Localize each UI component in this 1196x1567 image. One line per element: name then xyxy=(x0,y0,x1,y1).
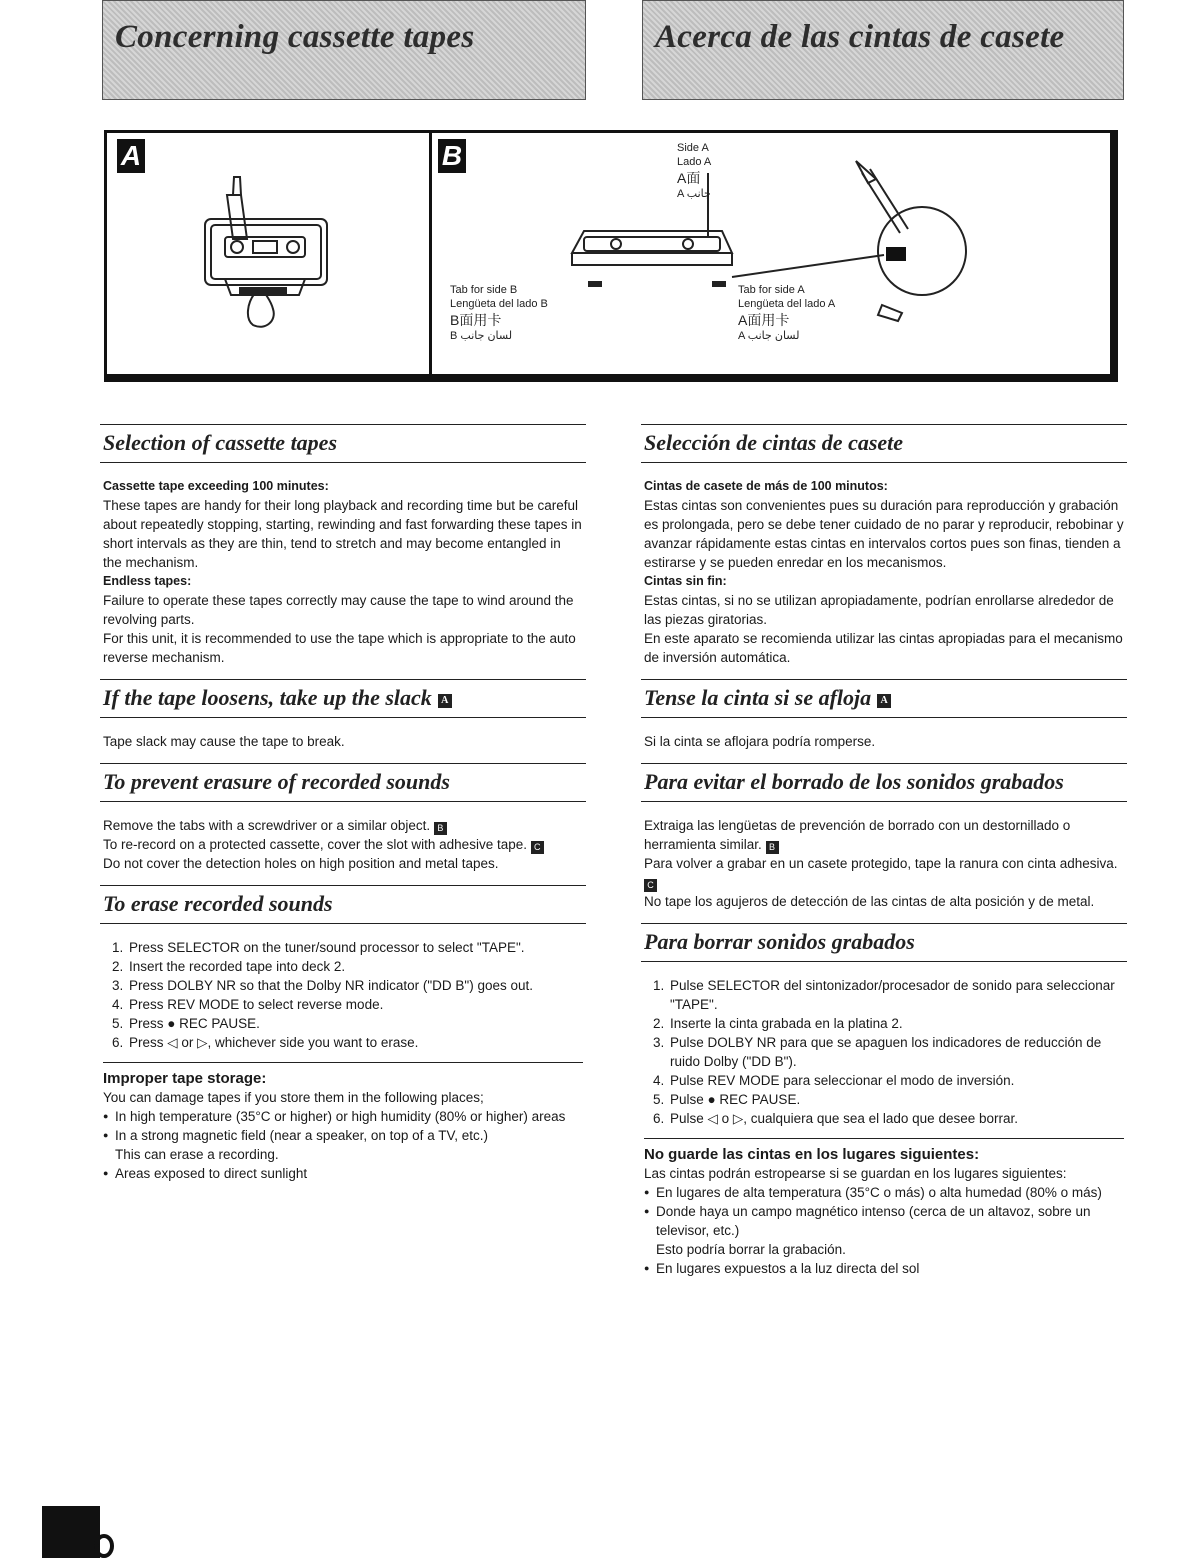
list-item: ● In a strong magnetic field (near a speaker, on top of a TV, etc.) This can erase a recording. xyxy=(103,1126,583,1164)
subheading: Improper tape storage: xyxy=(103,1070,267,1087)
english-column xyxy=(100,418,586,1189)
cassette-pencil-illustration xyxy=(107,133,429,379)
list-item: 1. Press SELECTOR on the tuner/sound processor to select "TAPE". xyxy=(127,938,583,957)
spanish-column xyxy=(641,418,1127,1284)
subheading: Cassette tape exceeding 100 minutes: xyxy=(103,479,329,493)
list-item: ● En lugares expuestos a la luz directa del sol xyxy=(644,1259,1124,1278)
tab-side-b-label: Tab for side B Lengüeta del lado B B面用卡 B لسان جانب xyxy=(450,284,548,342)
section-body-slack xyxy=(641,718,1127,757)
side-a-label: Side A Lado A A面 A جانب xyxy=(677,142,712,200)
list-item: 2. Inserte la cinta grabada en la platina 2. xyxy=(668,1014,1124,1033)
paragraph: Estas cintas son convenientes pues su duración para reproducción y grabación es prolongada, pero se debe tener cuidado de no parar y reproducir, rebobinar y avanzar rápidamente estas cintas en intervalos cortos pues son finas, tienden a estirarse y se pueden enredar en los mecanismos. xyxy=(644,498,1124,570)
paragraph: En este aparato se recomienda utilizar las cintas apropiadas para el mecanismo de inversión automática. xyxy=(644,631,1123,665)
banner-title-spanish: Acerca de las cintas de casete xyxy=(655,19,1065,55)
figure-panel-b xyxy=(432,133,1110,374)
paragraph: For this unit, it is recommended to use the tape which is appropriate to the auto reverse mechanism. xyxy=(103,631,576,665)
subheading: Cintas sin fin: xyxy=(644,574,727,588)
section-title: Para evitar el borrado de los sonidos grabados xyxy=(644,769,1064,794)
section-title: Para borrar sonidos grabados xyxy=(644,929,915,954)
section-heading-slack xyxy=(100,679,586,718)
section-title: To erase recorded sounds xyxy=(103,891,333,916)
section-title: Selección de cintas de casete xyxy=(644,430,904,455)
paragraph: You can damage tapes if you store them in the following places; xyxy=(103,1090,484,1105)
section-heading-prevent xyxy=(641,763,1127,802)
paragraph: Failure to operate these tapes correctly may cause the tape to wind around the revolving parts. xyxy=(103,593,574,627)
banner-spanish xyxy=(642,0,1124,100)
figure-ref-badge: C xyxy=(531,841,544,854)
list-item: 4. Pulse REV MODE para seleccionar el modo de inversión. xyxy=(668,1071,1124,1090)
list-item: ● Donde haya un campo magnético intenso (cerca de un altavoz, sobre un televisor, etc.) Esto podría borrar la grabación. xyxy=(644,1202,1124,1259)
section-body-prevent xyxy=(100,802,586,879)
section-body-erase xyxy=(641,962,1127,1284)
section-body-slack xyxy=(100,718,586,757)
erase-steps-list xyxy=(644,976,1124,1128)
figure-ref-badge: C xyxy=(644,879,657,892)
storage-list xyxy=(644,1183,1124,1278)
figure-ref-badge: A xyxy=(877,694,891,708)
paragraph: Extraiga las lengüetas de prevención de borrado con un destornillado o herramienta similar. B xyxy=(644,818,1071,852)
figure-ref-badge: A xyxy=(438,694,452,708)
panel-b-letter: B xyxy=(438,139,466,173)
list-item: ● En lugares de alta temperatura (35°C o más) o alta humedad (80% o más) xyxy=(644,1183,1124,1202)
paragraph: Tape slack may cause the tape to break. xyxy=(103,734,345,749)
section-title: Selection of cassette tapes xyxy=(103,430,338,455)
list-item: 6. Pulse ◁ o ▷, cualquiera que sea el lado que desee borrar. xyxy=(668,1109,1124,1128)
storage-list xyxy=(103,1107,583,1183)
section-title: If the tape loosens, take up the slack A xyxy=(103,683,583,713)
list-item: 1. Pulse SELECTOR del sintonizador/procesador de sonido para seleccionar "TAPE". xyxy=(668,976,1124,1014)
subheading: No guarde las cintas en los lugares siguientes: xyxy=(644,1146,980,1163)
paragraph: To re-record on a protected cassette, cover the slot with adhesive tape. C xyxy=(103,835,583,854)
figure-panel-a xyxy=(107,133,432,374)
figure-ref-badge: B xyxy=(434,822,447,835)
list-item: 2. Insert the recorded tape into deck 2. xyxy=(127,957,583,976)
list-item: ● Areas exposed to direct sunlight xyxy=(103,1164,583,1183)
list-item: 5. Press ● REC PAUSE. xyxy=(127,1014,583,1033)
paragraph: These tapes are handy for their long playback and recording time but be careful about repeatedly stopping, starting, rewinding and fast forwarding these tapes in short intervals as they are thin, tend to stretch and may become entangled in the mechanism. xyxy=(103,498,582,570)
paragraph: Estas cintas, si no se utilizan apropiadamente, podrían enrollarse alrededor de las piezas giratorias. xyxy=(644,593,1114,627)
paragraph: Remove the tabs with a screwdriver or a similar object. B xyxy=(103,816,583,835)
banner-english xyxy=(102,0,586,100)
list-item: 5. Pulse ● REC PAUSE. xyxy=(668,1090,1124,1109)
paragraph: Las cintas podrán estropearse si se guardan en los lugares siguientes: xyxy=(644,1166,1067,1181)
section-body-selection xyxy=(100,463,586,673)
section-heading-selection xyxy=(100,424,586,463)
figure-ref-badge: B xyxy=(766,841,779,854)
divider xyxy=(644,1138,1124,1139)
page-number-mark xyxy=(42,1498,114,1558)
section-title: Tense la cinta si se afloja A xyxy=(644,683,1124,713)
list-item: 3. Press DOLBY NR so that the Dolby NR indicator ("DD B") goes out. xyxy=(127,976,583,995)
panel-a-letter: A xyxy=(117,139,145,173)
paragraph: Si la cinta se aflojara podría romperse. xyxy=(644,734,876,749)
section-body-erase xyxy=(100,924,586,1189)
paragraph: Para volver a grabar en un casete protegido, tape la ranura con cinta adhesiva. C xyxy=(644,856,1118,890)
section-heading-erase xyxy=(100,885,586,924)
section-heading-selection xyxy=(641,424,1127,463)
section-body-selection xyxy=(641,463,1127,673)
list-item: ● In high temperature (35°C or higher) or high humidity (80% or higher) areas xyxy=(103,1107,583,1126)
tab-side-a-label: Tab for side A Lengüeta del lado A A面用卡 A لسان جانب xyxy=(738,284,836,342)
paragraph: Do not cover the detection holes on high position and metal tapes. xyxy=(103,856,499,871)
section-heading-prevent xyxy=(100,763,586,802)
list-item: 3. Pulse DOLBY NR para que se apaguen los indicadores de reducción de ruido Dolby ("DD B"). xyxy=(668,1033,1124,1071)
paragraph: No tape los agujeros de detección de las cintas de alta posición y de metal. xyxy=(644,894,1095,909)
section-heading-erase xyxy=(641,923,1127,962)
section-body-prevent xyxy=(641,802,1127,917)
section-heading-slack xyxy=(641,679,1127,718)
list-item: 6. Press ◁ or ▷, whichever side you want to erase. xyxy=(127,1033,583,1052)
banner-title-english: Concerning cassette tapes xyxy=(115,19,475,55)
subheading: Cintas de casete de más de 100 minutos: xyxy=(644,479,888,493)
list-item: 4. Press REV MODE to select reverse mode. xyxy=(127,995,583,1014)
divider xyxy=(103,1062,583,1063)
figure-box xyxy=(104,130,1118,382)
section-title: To prevent erasure of recorded sounds xyxy=(103,769,450,794)
erase-steps-list xyxy=(103,938,583,1052)
subheading: Endless tapes: xyxy=(103,574,192,588)
